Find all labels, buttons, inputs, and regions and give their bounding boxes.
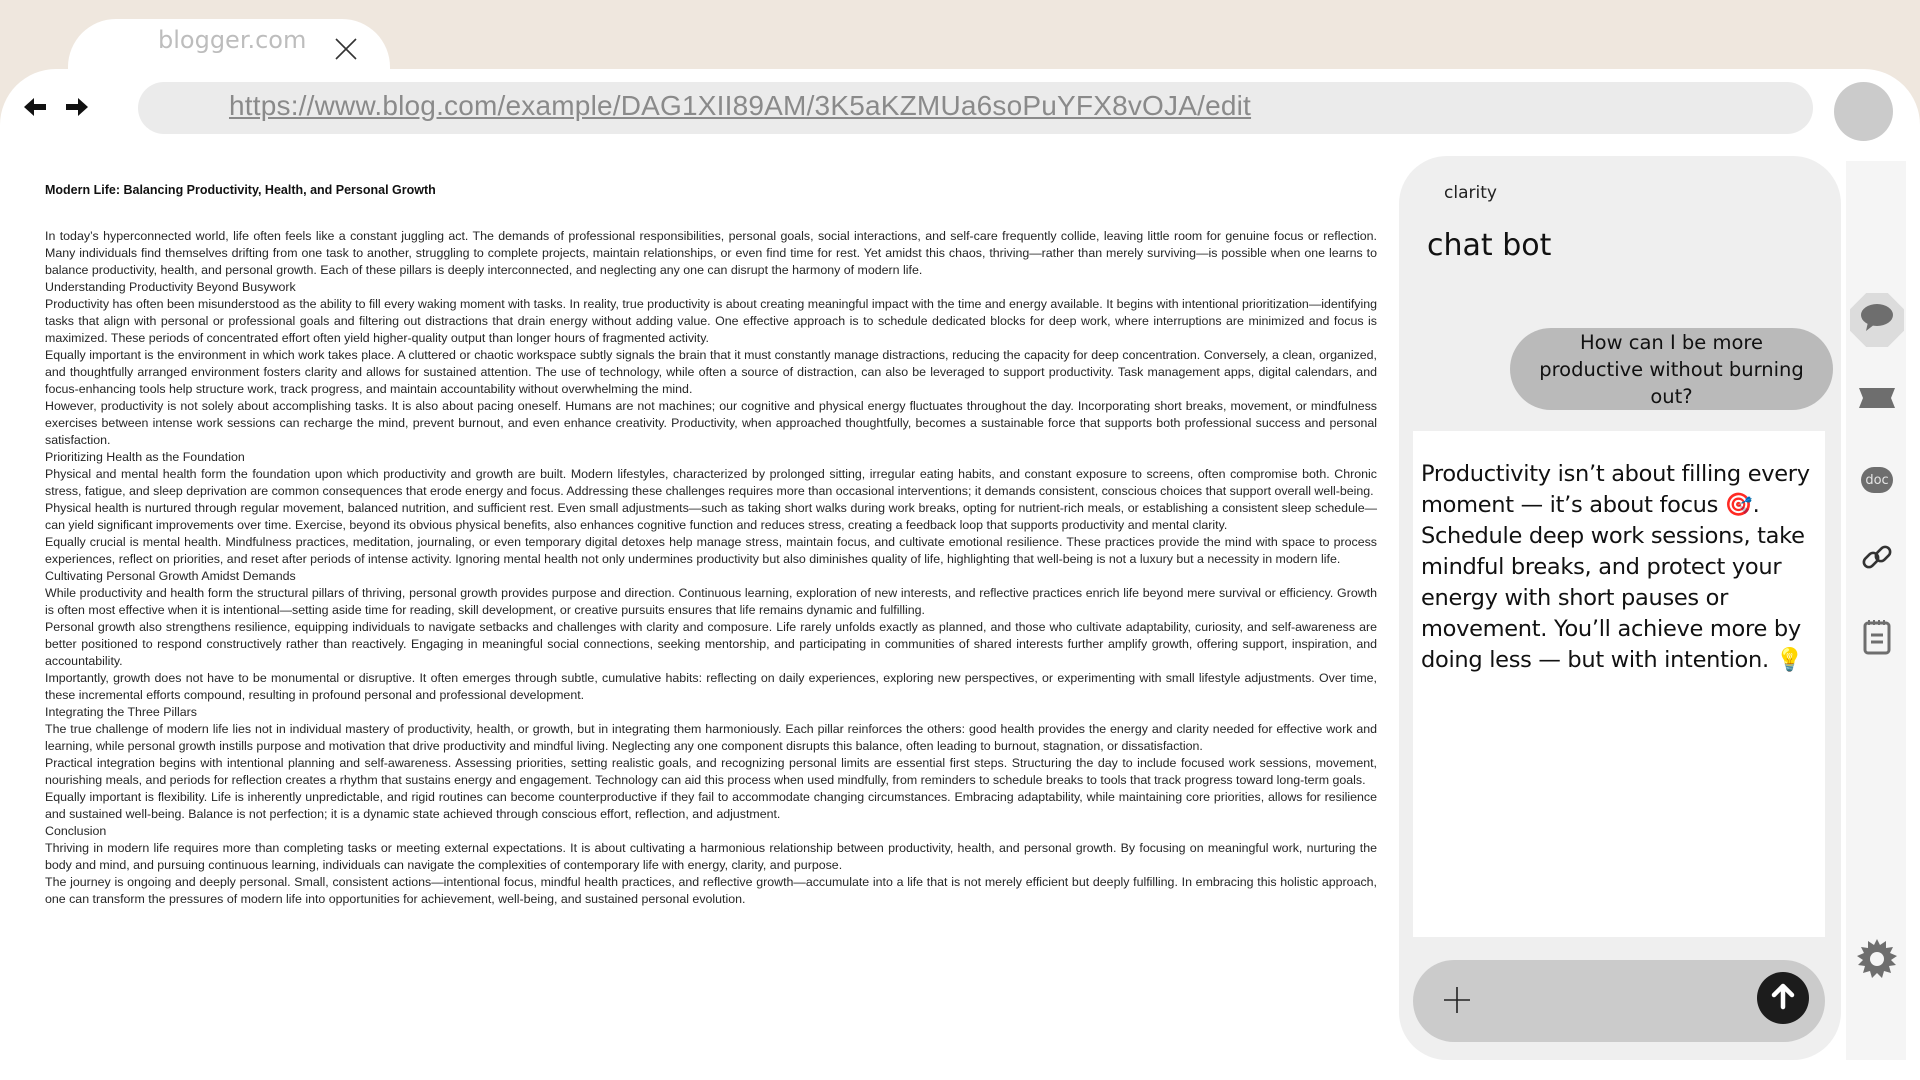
sidebar-item-chat[interactable] [1850,293,1904,347]
profile-avatar[interactable] [1834,82,1893,141]
bookmark-ribbon-icon [1859,388,1895,413]
paragraph: Personal growth also strengthens resilience, equipping individuals to navigate setbacks and challenges with clarity and composure. Life rarely unfolds exactly as planned, and those who cultivate adaptability, curiosity, and self-awareness are better positioned to respond constructively rather than reactively. Engaging in meaningful social connections, seeking mentorship, and participating in communities of shared interests further amplify growth, offering support, inspiration, and accountability. [45,620,1377,668]
document-body [45,228,1377,908]
arrow-left-icon[interactable] [22,94,48,120]
paragraph: Practical integration begins with intentional planning and self-awareness. Assessing priorities, setting realistic goals, and recognizing personal limits are essential first steps. Structuring the day to include focused work sessions, movement, nourishing meals, and periods for reflection creates a rhythm that sustains energy and engagement. Technology can aid this process when used mindfully, from reminders to schedule breaks to tools that track progress toward long-term goals. [45,756,1377,787]
paragraph: Physical health is nurtured through regular movement, balanced nutrition, and sufficient rest. Even small adjustments—such as taking short walks during work breaks, opting for nutrient-rich meals, or establishing a consistent sleep schedule—can yield significant improvements over time. Exercise, beyond its obvious physical benefits, also enhances cognitive function and reduces stress, creating a feedback loop that supports productivity and mental clarity. [45,501,1377,532]
chat-input[interactable] [1483,980,1743,1022]
right-sidebar [1846,161,1906,1060]
chat-composer [1413,960,1825,1042]
document [45,180,1377,908]
section-heading: Understanding Productivity Beyond Busywork [45,280,296,294]
chat-title: chat bot [1427,228,1552,263]
sidebar-item-notes[interactable] [1850,612,1904,666]
paragraph: Importantly, growth does not have to be monumental or disruptive. It often emerges through subtle, cumulative habits: reflecting on daily experiences, exploring new perspectives, or experimenting with small lifestyle adjustments. Over time, these incremental efforts compound, resulting in profound personal and professional development. [45,671,1377,702]
bot-message: Productivity isn’t about filling every moment — it’s about focus 🎯. Schedule deep work sessions, take mindful breaks, and protect your energy with short pauses or movement. You’ll achieve more by doing less — but with intention. 💡 [1421,461,1810,673]
plus-icon[interactable] [1441,984,1473,1016]
chat-bubble-icon [1860,303,1894,338]
paragraph: Thriving in modern life requires more than completing tasks or meeting external expectations. It is about cultivating a harmonious relationship between productivity, health, and personal growth. By focusing on meaningful work, nurturing the body and mind, and pursuing continuous learning, individuals can navigate the complexities of contemporary life with energy, clarity, and purpose. [45,841,1377,872]
document-title: Modern Life: Balancing Productivity, Health, and Personal Growth [45,183,436,197]
paragraph: Equally important is flexibility. Life is inherently unpredictable, and rigid routines can become counterproductive if they fail to accommodate changing circumstances. Embracing adaptability, while maintaining core priorities, allows for resilience and sustained well-being. Balance is not perfection; it is a dynamic state achieved through conscious effort, reflection, and adjustment. [45,790,1377,821]
doc-icon: doc [1861,467,1893,493]
section-heading: Prioritizing Health as the Foundation [45,450,245,464]
paragraph: While productivity and health form the structural pillars of thriving, personal growth provides purpose and direction. Continuous learning, exploration of new interests, and reflective practices enrich life beyond mere survival or efficiency. Growth is often most effective when it is intentional—setting aside time for reading, skill development, or creative pursuits ensures that life remains dynamic and fulfilling. [45,586,1377,617]
paragraph: In today’s hyperconnected world, life often feels like a constant juggling act. The demands of professional responsibilities, personal goals, social interactions, and self-care frequently collide, leaving little room for genuine focus or reflection. Many individuals find themselves drifting from one task to another, struggling to complete projects, maintain relationships, or even find time for rest. Yet amidst this chaos, thriving—rather than merely surviving—is possible when one learns to balance productivity, health, and personal growth. Each of these pillars is deeply interconnected, and neglecting any one can disrupt the harmony of modern life. [45,229,1377,277]
sidebar-item-doc[interactable] [1850,453,1904,507]
section-heading: Cultivating Personal Growth Amidst Demands [45,569,296,583]
chat-panel [1399,156,1841,1060]
notepad-icon [1863,619,1891,660]
arrow-up-icon [1768,981,1798,1016]
paragraph: Productivity has often been misunderstood as the ability to fill every waking moment with tasks. In reality, true productivity is about creating meaningful impact with the time and energy available. It begins with intentional prioritization—identifying tasks that align with personal or professional goals and filtering out distractions that drain energy without adding value. One effective approach is to schedule dedicated blocks for deep work, where interruptions are minimized and focus is maximized. These periods of concentrated effort often yield higher-quality output than longer hours of fragmented activity. [45,297,1377,345]
paragraph: Equally crucial is mental health. Mindfulness practices, meditation, journaling, or even temporary digital detoxes help manage stress, maintain focus, and cultivate emotional resilience. These practices provide the mind with space to process experiences, reflect on priorities, and reset after periods of intense activity. Ignoring mental health not only undermines productivity but also diminishes quality of life, highlighting that well-being is not a luxury but a necessity in modern life. [45,535,1377,566]
sidebar-item-link[interactable] [1850,532,1904,586]
link-icon [1860,540,1894,579]
paragraph: Physical and mental health form the foundation upon which productivity and growth are built. Modern lifestyles, characterized by prolonged sitting, irregular eating habits, and constant exposure to screens, often compromise both. Chronic stress, fatigue, and sleep deprivation are common consequences that erode energy and focus. Addressing these challenges requires more than occasional interventions; it demands consistent, conscious choices that support overall well-being. [45,467,1377,498]
user-message: How can I be more productive without burning out? [1510,328,1833,410]
section-heading: Conclusion [45,824,107,838]
section-heading: Integrating the Three Pillars [45,705,197,719]
tab-title: blogger.com [158,26,307,54]
paragraph: However, productivity is not solely about accomplishing tasks. It is also about pacing oneself. Humans are not machines; our cognitive and physical energy fluctuates throughout the day. Incorporating short breaks, movement, or mindfulness exercises between intense work sessions can recharge the mind, prevent burnout, and even enhance creativity. Productivity, when approached thoughtfully, becomes a sustainable force that supports both professional success and personal satisfaction. [45,399,1377,447]
paragraph: The journey is ongoing and deeply personal. Small, consistent actions—intentional focus, mindful health practices, and reflective growth—accumulate into a life that is not merely efficient but deeply fulfilling. In embracing this holistic approach, one can transform the pressures of modern life into opportunities for achievement, well-being, and sustained personal evolution. [45,875,1377,906]
send-button[interactable] [1757,972,1809,1024]
arrow-right-icon[interactable] [64,94,90,120]
close-icon[interactable] [334,37,358,61]
address-bar[interactable] [138,82,1813,134]
paragraph: Equally important is the environment in which work takes place. A cluttered or chaotic workspace subtly signals the brain that it must constantly manage distractions, reducing the capacity for deep concentration. Conversely, a clean, organized, and thoughtfully arranged environment fosters clarity and allows for sustained attention. The use of technology, while often a source of distraction, can also be leveraged to support productivity. Task management apps, digital calendars, and focus-enhancing tools help structure work, track progress, and maintain accountability without overwhelming the mind. [45,348,1377,396]
url-text[interactable]: https://www.blog.com/example/DAG1XII89AM/3K5aKZMUa6soPuYFX8vOJA/edit [229,90,1252,121]
paragraph: The true challenge of modern life lies not in individual mastery of productivity, health, or growth, but in integrating them harmoniously. Each pillar reinforces the others: good health provides the energy and clarity needed for effective work and learning, while personal growth instills purpose and motivation that drive productivity and mindful living. Neglecting any one component disrupts this balance, often leading to burnout, stagnation, or dissatisfaction. [45,722,1377,753]
sidebar-item-settings[interactable] [1850,934,1904,988]
chat-brand: clarity [1444,183,1497,203]
sidebar-item-bookmark[interactable] [1850,373,1904,427]
bot-message-container [1413,431,1825,937]
gear-icon [1856,938,1898,985]
